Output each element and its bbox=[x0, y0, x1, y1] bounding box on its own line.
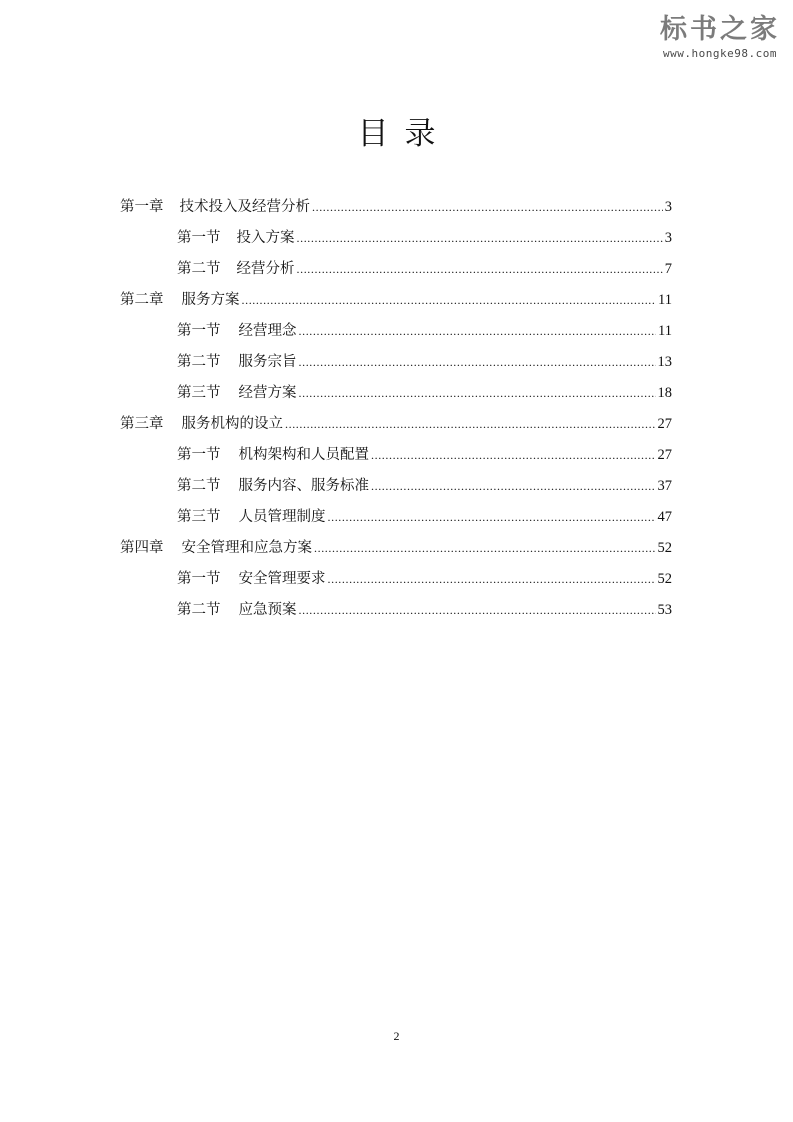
toc-entry-number: 第一节 bbox=[177, 447, 221, 463]
toc-entry-page: 27 bbox=[657, 416, 672, 432]
toc-leader-dots bbox=[314, 533, 656, 564]
toc-leader-dots bbox=[285, 409, 656, 440]
watermark-url: www.hongke98.com bbox=[663, 47, 777, 60]
toc-entry[interactable] bbox=[120, 440, 672, 471]
toc-entry-page: 3 bbox=[664, 199, 672, 215]
toc-entry-number: 第二节 bbox=[177, 602, 221, 618]
toc-entry[interactable] bbox=[120, 192, 672, 223]
toc-entry-number: 第二节 bbox=[177, 261, 221, 277]
toc-leader-dots bbox=[299, 595, 656, 626]
toc-entry[interactable] bbox=[120, 254, 672, 285]
toc-entry[interactable] bbox=[120, 471, 672, 502]
toc-entry[interactable] bbox=[120, 564, 672, 595]
toc-entry-label: 安全管理要求 bbox=[238, 571, 326, 587]
table-of-contents bbox=[120, 192, 672, 626]
toc-entry-page: 27 bbox=[657, 447, 672, 463]
toc-entry-label: 投入方案 bbox=[236, 230, 295, 246]
toc-entry-page: 13 bbox=[657, 354, 672, 370]
watermark-brand: 标书之家 bbox=[660, 14, 780, 45]
toc-entry-label: 人员管理制度 bbox=[238, 509, 326, 525]
toc-entry-label: 服务机构的设立 bbox=[181, 416, 283, 432]
toc-leader-dots bbox=[312, 192, 663, 223]
toc-entry-page: 18 bbox=[657, 385, 672, 401]
toc-entry-label: 服务宗旨 bbox=[238, 354, 297, 370]
toc-entry-number: 第一节 bbox=[177, 230, 221, 246]
toc-entry[interactable] bbox=[120, 347, 672, 378]
toc-leader-dots bbox=[328, 564, 656, 595]
toc-entry-page: 47 bbox=[657, 509, 672, 525]
page-title: 目录 bbox=[357, 116, 452, 152]
toc-leader-dots bbox=[299, 347, 656, 378]
toc-entry-number: 第三节 bbox=[177, 385, 221, 401]
toc-entry-page: 52 bbox=[657, 540, 672, 556]
toc-entry-label: 服务内容、服务标准 bbox=[238, 478, 369, 494]
toc-entry-page: 11 bbox=[658, 292, 672, 308]
toc-entry-number: 第二章 bbox=[120, 292, 164, 308]
toc-entry[interactable] bbox=[120, 409, 672, 440]
toc-entry-number: 第一节 bbox=[177, 323, 221, 339]
page-number: 2 bbox=[393, 1029, 400, 1043]
toc-entry-page: 37 bbox=[657, 478, 672, 494]
toc-leader-dots bbox=[242, 285, 657, 316]
toc-entry-label: 经营分析 bbox=[236, 261, 295, 277]
toc-leader-dots bbox=[299, 316, 657, 347]
toc-entry[interactable] bbox=[120, 316, 672, 347]
toc-entry-number: 第一节 bbox=[177, 571, 221, 587]
watermark-logo bbox=[655, 14, 785, 60]
toc-entry-label: 应急预案 bbox=[238, 602, 297, 618]
toc-entry-number: 第三节 bbox=[177, 509, 221, 525]
toc-leader-dots bbox=[328, 502, 656, 533]
toc-entry[interactable] bbox=[120, 595, 672, 626]
toc-leader-dots bbox=[297, 254, 663, 285]
toc-entry[interactable] bbox=[120, 502, 672, 533]
toc-entry[interactable] bbox=[120, 285, 672, 316]
toc-entry-number: 第三章 bbox=[120, 416, 164, 432]
toc-entry-number: 第二节 bbox=[177, 354, 221, 370]
toc-entry[interactable] bbox=[120, 223, 672, 254]
toc-entry-page: 52 bbox=[657, 571, 672, 587]
toc-entry-label: 机构架构和人员配置 bbox=[238, 447, 369, 463]
toc-entry-number: 第一章 bbox=[120, 199, 164, 215]
toc-entry-label: 服务方案 bbox=[181, 292, 240, 308]
toc-leader-dots bbox=[297, 223, 663, 254]
toc-entry-page: 53 bbox=[657, 602, 672, 618]
toc-entry-label: 经营方案 bbox=[238, 385, 297, 401]
toc-entry-label: 安全管理和应急方案 bbox=[181, 540, 312, 556]
toc-entry[interactable] bbox=[120, 378, 672, 409]
toc-entry-label: 技术投入及经营分析 bbox=[179, 199, 310, 215]
toc-entry-label: 经营理念 bbox=[238, 323, 297, 339]
toc-leader-dots bbox=[371, 471, 656, 502]
toc-leader-dots bbox=[371, 440, 656, 471]
toc-leader-dots bbox=[299, 378, 656, 409]
toc-entry[interactable] bbox=[120, 533, 672, 564]
toc-entry-page: 11 bbox=[658, 323, 672, 339]
toc-entry-page: 7 bbox=[664, 261, 672, 277]
toc-entry-page: 3 bbox=[664, 230, 672, 246]
toc-entry-number: 第四章 bbox=[120, 540, 164, 556]
toc-entry-number: 第二节 bbox=[177, 478, 221, 494]
